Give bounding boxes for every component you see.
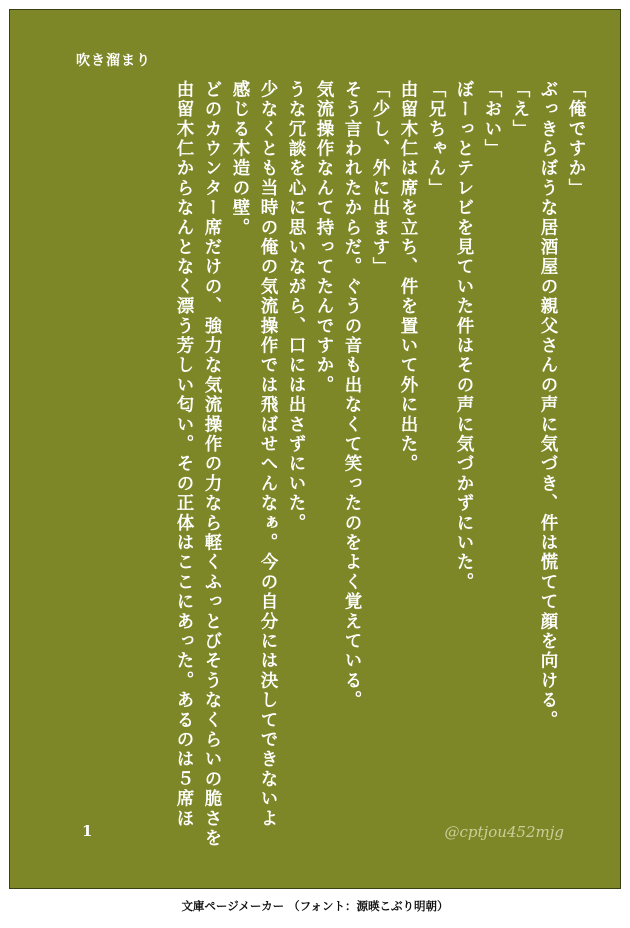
- text-column: どのカウンター席だけの、強力な気流操作の力なら軽くふっとびそうなくらいの脆さを: [202, 80, 222, 849]
- text-column: そう言われたからだ。ぐうの音も出なくて笑ったのをよく覚えている。: [342, 80, 362, 711]
- text-column: うな冗談を心に思いながら、口には出さずにいた。: [286, 80, 306, 534]
- text-column: 「兄ちゃん」: [426, 80, 446, 199]
- text-column: 「おい」: [482, 80, 502, 159]
- author-handle: @cptjou452mjg: [444, 823, 564, 841]
- footer-caption: 文庫ページメーカー （フォント：源暎こぶり明朝）: [181, 899, 449, 913]
- text-column: 感じる木造の壁。: [230, 80, 250, 238]
- text-column: ぶっきらぼうな居酒屋の親父さんの声に気づき、件は慌てて顔を向ける。: [538, 80, 558, 731]
- page-number: 1: [82, 822, 93, 840]
- text-column: 由留木仁からなんとなく漂う芳しい匂い。その正体はここにあった。あるのは５席ほ: [174, 80, 194, 829]
- text-column: 気流操作なんて持ってたんですか。: [314, 80, 334, 396]
- text-column: 由留木仁は席を立ち、件を置いて外に出た。: [398, 80, 418, 474]
- text-column: ぼーっとテレビを見ていた件はその声に気づかずにいた。: [454, 80, 474, 593]
- novel-page-sheet: [9, 9, 621, 889]
- page-title: 吹き溜まり: [76, 53, 151, 69]
- text-column: 「え」: [510, 80, 530, 140]
- text-column: 「俺ですか」: [566, 80, 586, 199]
- text-column: 少なくとも当時の俺の気流操作では飛ばせへんなぁ。今の自分には決してできないよ: [258, 80, 278, 829]
- text-column: 「少し、外に出ます」: [370, 80, 390, 277]
